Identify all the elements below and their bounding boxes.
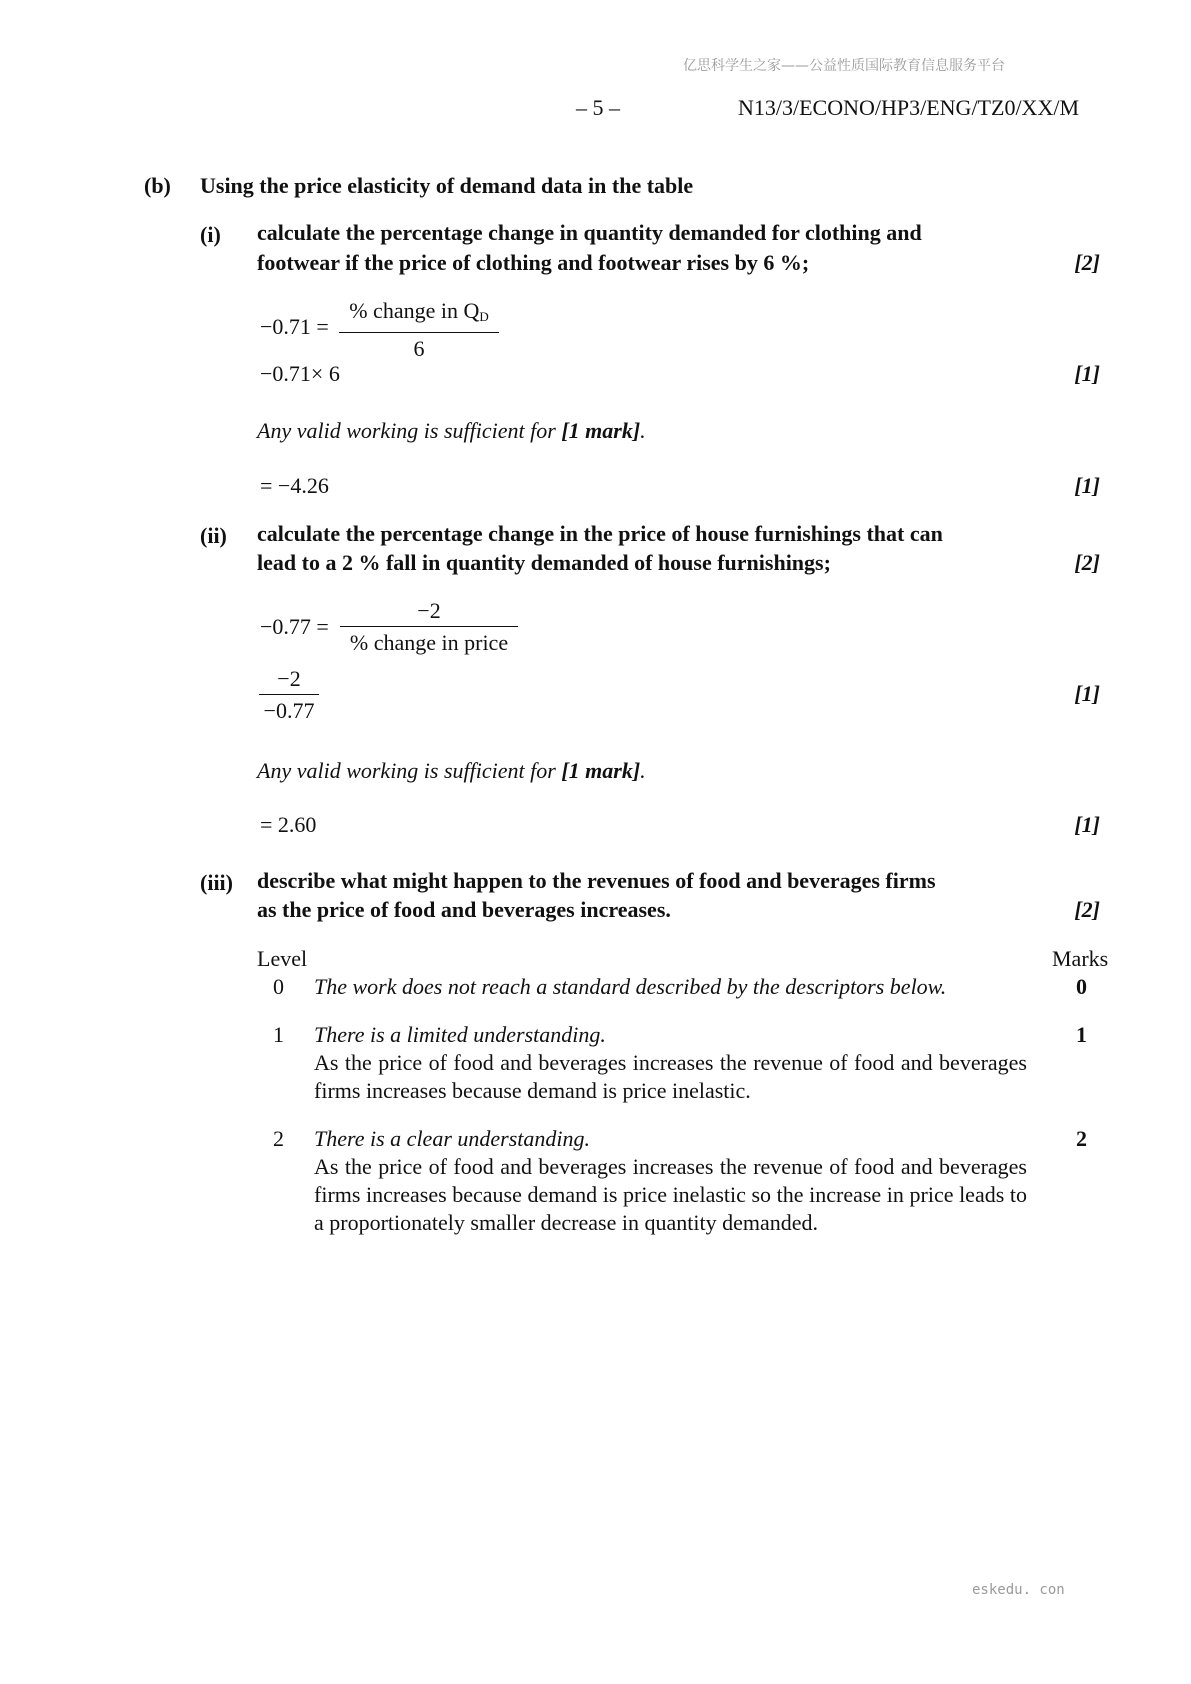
- level-1-text: As the price of food and beverages increases the revenue of food and beverages firms increases because demand is price inelastic.: [314, 1050, 1027, 1103]
- q-i-note-end: .: [640, 418, 646, 443]
- part-b-heading: Using the price elasticity of demand data in the table: [200, 173, 694, 198]
- q-ii-line1: calculate the percentage change in the price of house furnishings that can: [257, 521, 943, 546]
- q-i-eq2-mark: [1]: [1074, 361, 1100, 386]
- q-ii-eq2-denominator: −0.77: [263, 698, 315, 723]
- q-i-eq2: −0.71× 6: [260, 361, 340, 386]
- q-ii-eq2-numerator: −2: [277, 666, 301, 691]
- q-i-note: [257, 418, 646, 444]
- level-1-number: 1: [273, 1022, 284, 1047]
- footer-watermark: eskedu. con: [972, 1582, 1065, 1598]
- q-i-line2: footwear if the price of clothing and footwear rises by 6 %;: [257, 250, 810, 275]
- fraction-bar: [259, 694, 319, 695]
- fraction-bar: [339, 332, 499, 333]
- marks-header: Marks: [1052, 946, 1109, 971]
- page-number: – 5 –: [576, 95, 620, 120]
- q-i-eq1-num-sub: D: [479, 309, 489, 324]
- q-i-note-text: Any valid working is sufficient for: [257, 418, 562, 443]
- q-i-note-mark: [1 mark]: [561, 418, 641, 443]
- paper-code: N13/3/ECONO/HP3/ENG/TZ0/XX/M: [738, 95, 1079, 120]
- q-i-eq1-fraction: [339, 298, 499, 362]
- q-i-marks: [2]: [1074, 250, 1100, 275]
- level-header: Level: [257, 946, 308, 971]
- q-ii-line2: lead to a 2 % fall in quantity demanded of house furnishings;: [257, 550, 831, 575]
- q-ii-note-mark: [1 mark]: [561, 758, 641, 783]
- level-1-descriptor: There is a limited understanding.: [314, 1022, 606, 1047]
- q-i-label: (i): [200, 222, 221, 247]
- q-ii-eq1-fraction: [340, 598, 518, 656]
- q-i-line1: calculate the percentage change in quantity demanded for clothing and: [257, 220, 922, 245]
- q-i-eq1-lhs: −0.71 =: [260, 314, 329, 339]
- q-i-eq1-denominator: 6: [413, 336, 425, 361]
- q-ii-label: (ii): [200, 523, 227, 548]
- q-iii-marks: [2]: [1074, 897, 1100, 922]
- q-ii-note-end: .: [640, 758, 646, 783]
- q-ii-note-text: Any valid working is sufficient for: [257, 758, 562, 783]
- level-2-marks: 2: [1076, 1126, 1087, 1151]
- part-b-label: (b): [144, 173, 171, 198]
- fraction-bar: [340, 626, 518, 627]
- q-i-eq1-numerator: [339, 298, 499, 330]
- q-i-answer-mark: [1]: [1074, 473, 1100, 498]
- q-ii-marks: [2]: [1074, 550, 1100, 575]
- level-0-descriptor: The work does not reach a standard described by the descriptors below.: [314, 974, 947, 999]
- q-iii-label: (iii): [200, 870, 233, 895]
- level-0-marks: 0: [1076, 974, 1087, 999]
- level-0-number: 0: [273, 974, 284, 999]
- q-ii-note: [257, 758, 646, 784]
- header-watermark: 亿思科学生之家——公益性质国际教育信息服务平台: [683, 58, 1005, 74]
- level-2-text: As the price of food and beverages increases the revenue of food and beverages firms increases because demand is price inelastic so the increase in price leads to a proportionately smaller decrease in quantity demanded.: [314, 1154, 1027, 1235]
- q-i-eq1-num-text: % change in Q: [349, 298, 480, 323]
- q-ii-eq2-mark: [1]: [1074, 681, 1100, 706]
- q-iii-line1: describe what might happen to the revenues of food and beverages firms: [257, 868, 936, 893]
- q-ii-answer: = 2.60: [260, 812, 317, 837]
- q-i-answer: = −4.26: [260, 473, 329, 498]
- q-ii-eq1-lhs: −0.77 =: [260, 614, 329, 639]
- q-iii-line2: as the price of food and beverages increases.: [257, 897, 671, 922]
- q-ii-answer-mark: [1]: [1074, 812, 1100, 837]
- level-1-marks: 1: [1076, 1022, 1087, 1047]
- q-ii-eq1-denominator: % change in price: [349, 630, 509, 655]
- q-ii-eq2-fraction: [259, 666, 319, 724]
- q-ii-eq1-numerator: −2: [417, 598, 441, 623]
- level-2-number: 2: [273, 1126, 284, 1151]
- level-2-descriptor: There is a clear understanding.: [314, 1126, 590, 1151]
